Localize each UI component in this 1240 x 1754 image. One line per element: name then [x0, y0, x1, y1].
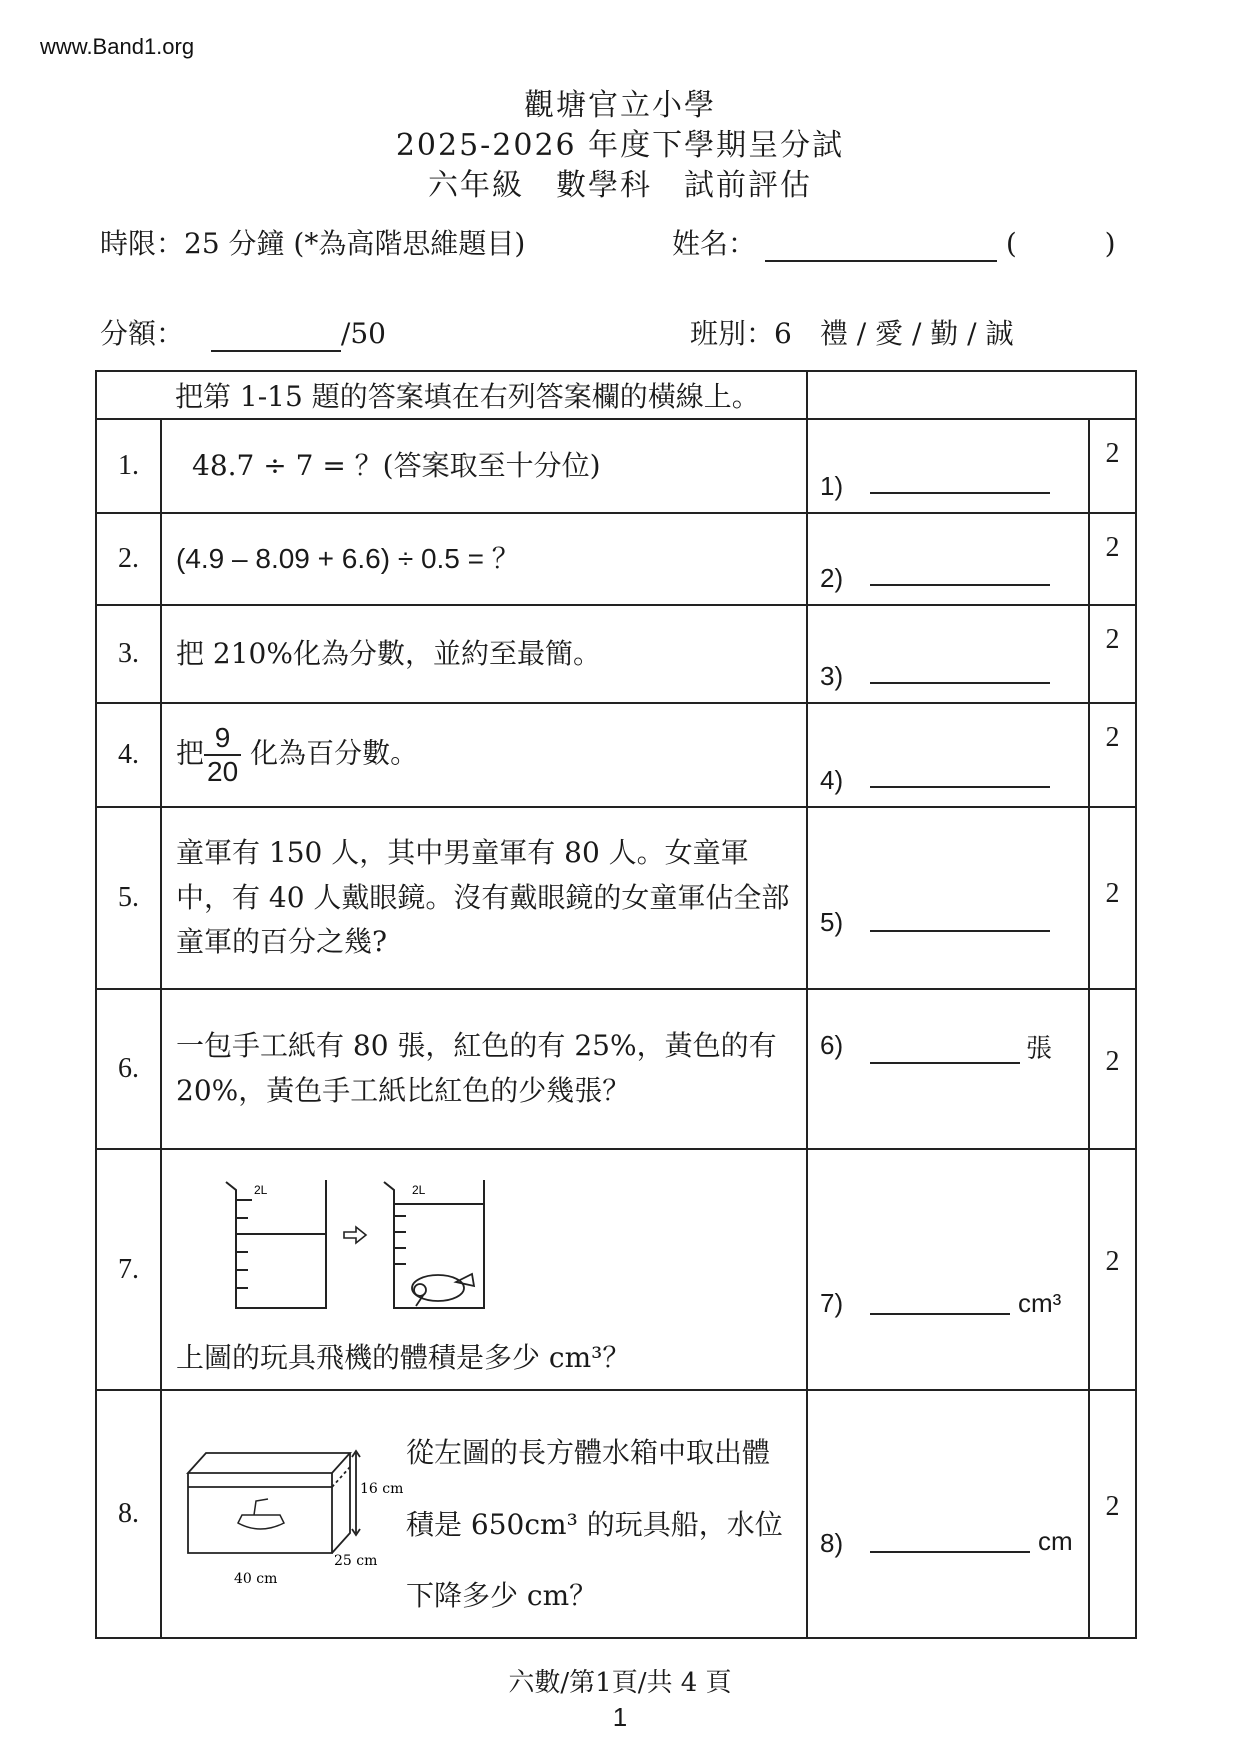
- question-row: [96, 419, 1136, 513]
- fraction-numerator: 9: [204, 722, 241, 756]
- time-limit: 時限：25 分鐘 (*為高階思維題目): [100, 227, 526, 260]
- answer-blank[interactable]: [870, 786, 1050, 788]
- question-row: [96, 1149, 1136, 1390]
- question-row: [96, 989, 1136, 1149]
- question-number: 7.: [96, 1149, 161, 1390]
- question-text: (4.9 – 8.09 + 6.6) ÷ 0.5 = ？: [161, 513, 807, 605]
- class-number-open: (: [1005, 227, 1017, 260]
- answer-unit: cm³: [1018, 1288, 1062, 1319]
- answer-blank[interactable]: [870, 1313, 1010, 1315]
- question-text: 從左圖的長方體水箱中取出體積是 650cm³ 的玩具船，水位下降多少 cm？: [406, 1436, 783, 1613]
- question-number: 6.: [96, 989, 161, 1149]
- marks: 2: [1089, 1390, 1136, 1638]
- question-text: 把 210%化為分數，並約至最簡。: [161, 605, 807, 703]
- question-text: 一包手工紙有 80 張，紅色的有 25%，黃色的有 20%，黃色手工紙比紅色的少幾張？: [161, 989, 807, 1149]
- class-field: 班別：6 禮 / 愛 / 勤 / 誠: [690, 317, 1014, 350]
- question-number: 3.: [96, 605, 161, 703]
- question-cell: [161, 1390, 807, 1638]
- marks: 2: [1089, 1149, 1136, 1390]
- score-label: 分額：: [100, 317, 185, 350]
- question-row: [96, 605, 1136, 703]
- toy-plane-icon: [412, 1274, 474, 1306]
- subject-title: 六年級 數學科 試前評估: [428, 168, 812, 203]
- answer-blank[interactable]: [870, 682, 1050, 684]
- score-blank[interactable]: [211, 350, 341, 352]
- marks: 2: [1089, 989, 1136, 1149]
- question-row: [96, 1390, 1136, 1638]
- school-name: 觀塘官立小學: [524, 88, 716, 123]
- exam-title: 2025-2026 年度下學期呈分試: [395, 128, 845, 163]
- site-watermark: www.Band1.org: [40, 34, 195, 59]
- page-number: 1: [612, 1702, 628, 1732]
- question-cell: [161, 1149, 807, 1390]
- score-total: /50: [340, 317, 386, 350]
- tank-depth: 25 cm: [334, 1553, 378, 1570]
- tank-width: 40 cm: [234, 1571, 278, 1588]
- beaker-before: [226, 1180, 326, 1308]
- question-number: 5.: [96, 807, 161, 989]
- question-text-post: 化為百分數。: [241, 736, 419, 770]
- answer-blank[interactable]: [870, 1551, 1030, 1553]
- answer-label: 6): [820, 1030, 844, 1060]
- answer-cell[interactable]: [807, 419, 1089, 513]
- toy-boat-icon: [238, 1499, 284, 1529]
- answer-label: 5): [820, 907, 844, 937]
- answer-blank[interactable]: [870, 1062, 1020, 1064]
- question-text: 上圖的玩具飛機的體積是多少 cm³？: [176, 1341, 631, 1374]
- class-number-close: ): [1104, 227, 1116, 260]
- answer-label: 3): [820, 661, 844, 691]
- answer-cell[interactable]: [807, 1149, 1089, 1390]
- question-number: 4.: [96, 703, 161, 807]
- marks: 2: [1089, 807, 1136, 989]
- question-text: 48.7 ÷ 7 = ？(答案取至十分位): [161, 419, 807, 513]
- question-row: [96, 703, 1136, 807]
- answer-cell[interactable]: [807, 605, 1089, 703]
- answer-label: 4): [820, 765, 844, 795]
- answer-label: 7): [820, 1288, 844, 1319]
- fraction: [204, 722, 241, 788]
- marks: 2: [1089, 419, 1136, 513]
- question-text-pre: 把: [176, 736, 205, 770]
- question-number: 2.: [96, 513, 161, 605]
- answer-unit: cm: [1038, 1526, 1073, 1557]
- answer-cell[interactable]: [807, 1390, 1089, 1638]
- arrow-icon: [344, 1227, 366, 1243]
- answer-label: 1): [820, 471, 844, 501]
- question-text: 童軍有 150 人，其中男童軍有 80 人。女童軍中，有 40 人戴眼鏡。沒有戴眼鏡的女童軍佔全部童軍的百分之幾?: [161, 807, 807, 989]
- question-text: [161, 703, 807, 807]
- marks: 2: [1089, 513, 1136, 605]
- marks: 2: [1089, 703, 1136, 807]
- answer-blank[interactable]: [870, 584, 1050, 586]
- tank-height: 16 cm: [360, 1481, 404, 1498]
- answer-label: 2): [820, 563, 844, 593]
- fraction-denominator: 20: [207, 756, 239, 787]
- question-number: 8.: [96, 1390, 161, 1638]
- question-row: [96, 807, 1136, 989]
- answer-cell[interactable]: [807, 989, 1089, 1149]
- answer-blank[interactable]: [870, 492, 1050, 494]
- name-label: 姓名：: [672, 227, 757, 260]
- answer-cell[interactable]: [807, 807, 1089, 989]
- beaker-label: 2L: [254, 1183, 268, 1197]
- water-tank-diagram: [180, 1443, 410, 1593]
- question-number: 1.: [96, 419, 161, 513]
- answer-cell[interactable]: [807, 513, 1089, 605]
- question-row: [96, 513, 1136, 605]
- beaker-diagram: [216, 1176, 556, 1316]
- answer-blank[interactable]: [870, 930, 1050, 932]
- beaker-after: [384, 1180, 484, 1308]
- question-table: [95, 370, 1137, 1639]
- answer-unit: 張: [1026, 1033, 1053, 1063]
- page-info: 六數/第1頁/共 4 頁: [508, 1668, 732, 1698]
- instruction: 把第 1-15 題的答案填在右列答案欄的橫線上。: [96, 371, 807, 419]
- score-field: [100, 312, 386, 352]
- answer-cell[interactable]: [807, 703, 1089, 807]
- marks: 2: [1089, 605, 1136, 703]
- name-field[interactable]: [672, 222, 1116, 262]
- beaker-label: 2L: [412, 1183, 426, 1197]
- name-blank[interactable]: [765, 260, 997, 262]
- answer-label: 8): [820, 1528, 844, 1559]
